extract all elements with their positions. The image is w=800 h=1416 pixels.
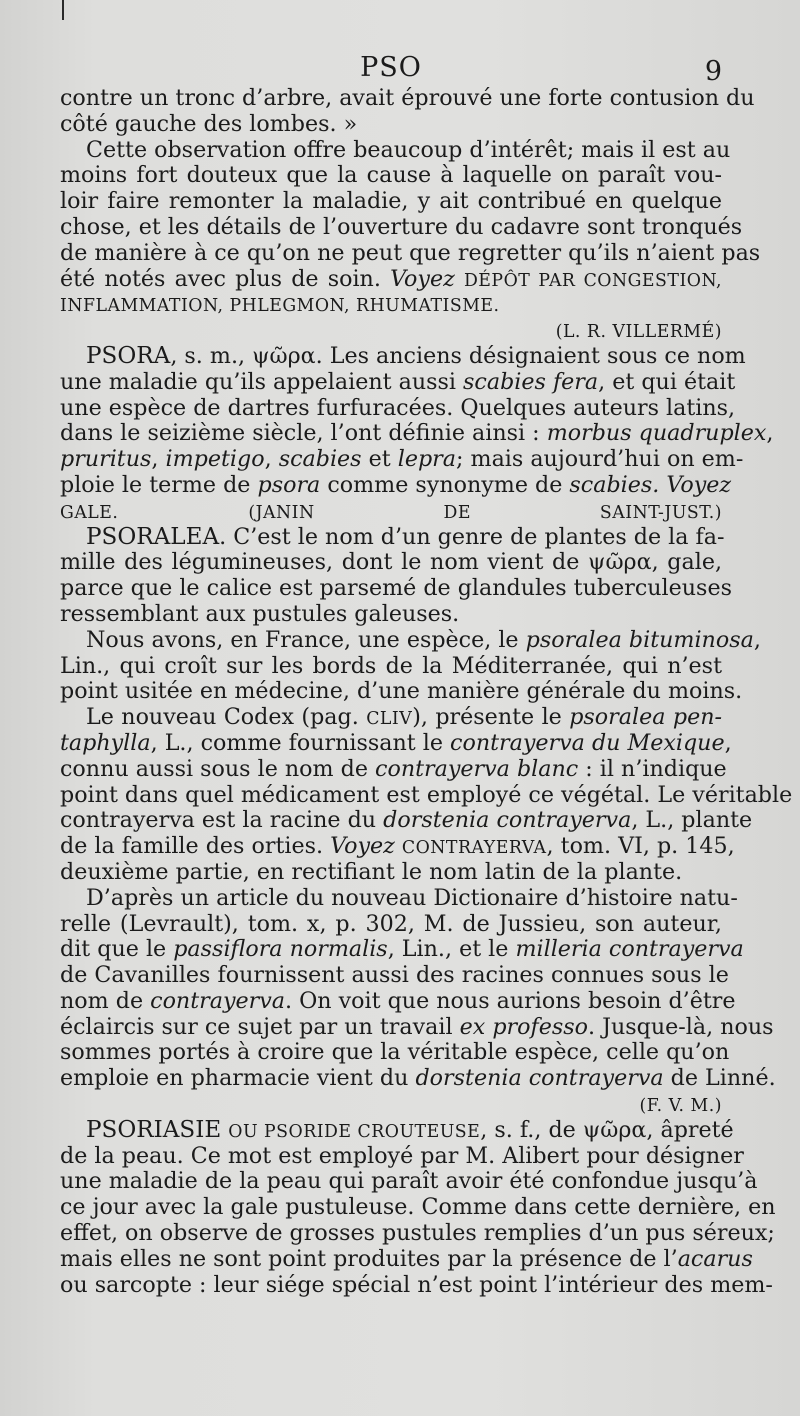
- text-line: de la famille des orties. Voyez CONTRAYERVA, tom. VI, p. 145,: [60, 833, 735, 860]
- text-line: point usitée en médecine, d’une manière générale du moins.: [60, 678, 743, 705]
- text-line: éclaircis sur ce sujet par un travail ex professo. Jusque-là, nous: [60, 1013, 774, 1040]
- text-line: dit que le passiflora normalis, Lin., et le milleria contrayerva: [60, 936, 744, 963]
- text-line: chose, et les détails de l’ouverture du cadavre sont tronqués: [60, 213, 743, 240]
- cross-reference: DÉPÔT PAR CONGESTION,: [463, 270, 722, 291]
- text-line: loir faire remonter la maladie, y ait contribué en quelque: [60, 188, 722, 215]
- text-line: Cette observation offre beaucoup d’intérêt; mais il est au: [86, 136, 731, 163]
- author-signature: (JANIN DE SAINT-JUST.): [248, 502, 722, 523]
- text-line: deuxième partie, en rectifiant le nom latin de la plante.: [60, 858, 683, 885]
- text-line: de la peau. Ce mot est employé par M. Alibert pour désigner: [60, 1142, 744, 1169]
- text-line: taphylla, L., comme fournissant le contrayerva du Mexique,: [60, 729, 732, 756]
- text-line: contre un tronc d’arbre, avait éprouvé une forte contusion du: [60, 85, 755, 111]
- text-line: point dans quel médicament est employé ce végétal. Le véritable: [60, 781, 793, 808]
- text-line: une maladie de la peau qui paraît avoir été confondue jusqu’à: [60, 1168, 758, 1195]
- author-signature: (L. R. VILLERMÉ): [555, 322, 722, 343]
- text-line: de Cavanilles fournissent aussi des racines connues sous le: [60, 962, 729, 989]
- text-line: Nous avons, en France, une espèce, le psoralea bituminosa,: [86, 626, 761, 653]
- cross-reference: CONTRAYERVA: [401, 838, 547, 859]
- text-line: emploie en pharmacie vient du dorstenia contrayerva de Linné.: [60, 1065, 776, 1092]
- cross-reference: INFLAMMATION, PHLEGMON, RHUMATISME.: [60, 296, 500, 317]
- article-text: [60, 85, 793, 1298]
- text-line: de manière à ce qu’on ne peut que regretter qu’ils n’aient pas: [60, 239, 761, 266]
- entry-psoralea: PSORALEA. C’est le nom d’un genre de plantes de la fa-: [86, 523, 725, 550]
- text-line: [60, 292, 722, 318]
- cross-reference: GALE.: [60, 502, 119, 523]
- running-title: PSO: [360, 52, 422, 83]
- text-line: ploie le terme de psora comme synonyme de scabies. Voyez: [60, 471, 732, 498]
- text-line: ce jour avec la gale pustuleuse. Comme dans cette dernière, en: [60, 1194, 776, 1221]
- text-line: mille des légumineuses, dont le nom vient de ψῶρα, gale,: [60, 549, 722, 576]
- entry-headword: PSORIASIE: [86, 1116, 222, 1143]
- text-line: ou sarcopte : leur siége spécial n’est point l’intérieur des mem-: [60, 1271, 773, 1298]
- entry-headword: PSORA: [86, 342, 171, 369]
- text-line: Lin., qui croît sur les bords de la Méditerranée, qui n’est: [60, 652, 722, 679]
- text-line: effet, on observe de grosses pustules remplies d’un pus séreux;: [60, 1220, 775, 1247]
- text-line: contrayerva est la racine du dorstenia contrayerva, L., plante: [60, 807, 753, 834]
- text-line: dans le seizième siècle, l’ont définie ainsi : morbus quadruplex,: [60, 420, 774, 447]
- page-number: 9: [704, 56, 722, 87]
- margin-mark: [62, 0, 64, 20]
- text-line: été notés avec plus de soin. Voyez DÉPÔT PAR CONGESTION,: [60, 265, 722, 292]
- text-line: connu aussi sous le nom de contrayerva blanc : il n’indique: [60, 755, 727, 782]
- text-line: une espèce de dartres furfuracées. Quelques auteurs latins,: [60, 394, 736, 421]
- text-line: une maladie qu’ils appelaient aussi scabies fera, et qui était: [60, 368, 736, 395]
- text-line: nom de contrayerva. On voit que nous aurions besoin d’être: [60, 987, 736, 1014]
- entry-psoriasie: PSORIASIE OU PSORIDE CROUTEUSE, s. f., de ψῶρα, âpreté: [86, 1116, 734, 1143]
- entry-headword: PSORALEA: [86, 523, 220, 550]
- text-line: côté gauche des lombes. »: [60, 110, 358, 137]
- text-line: mais elles ne sont point produites par la présence de l’acarus: [60, 1245, 753, 1272]
- text-line: [60, 499, 722, 525]
- entry-psora: PSORA, s. m., ψῶρα. Les anciens désignaient sous ce nom: [86, 342, 746, 369]
- text-line: pruritus, impetigo, scabies et lepra; mais aujourd’hui on em-: [60, 446, 744, 473]
- text-line: Le nouveau Codex (pag. CLIV), présente le psoralea pen-: [86, 704, 722, 731]
- text-line: ressemblant aux pustules galeuses.: [60, 600, 460, 627]
- text-line: parce que le calice est parsemé de glandules tuberculeuses: [60, 575, 732, 602]
- text-line: sommes portés à croire que la véritable espèce, celle qu’on: [60, 1039, 730, 1066]
- text-line: relle (Levrault), tom. x, p. 302, M. de Jussieu, son auteur,: [60, 910, 722, 937]
- text-line: D’après un article du nouveau Dictionaire d’histoire natu-: [86, 884, 738, 911]
- author-signature: (F. V. M.): [639, 1096, 722, 1117]
- running-head: [60, 52, 722, 86]
- text-line: moins fort douteux que la cause à laquelle on paraît vou-: [60, 162, 722, 189]
